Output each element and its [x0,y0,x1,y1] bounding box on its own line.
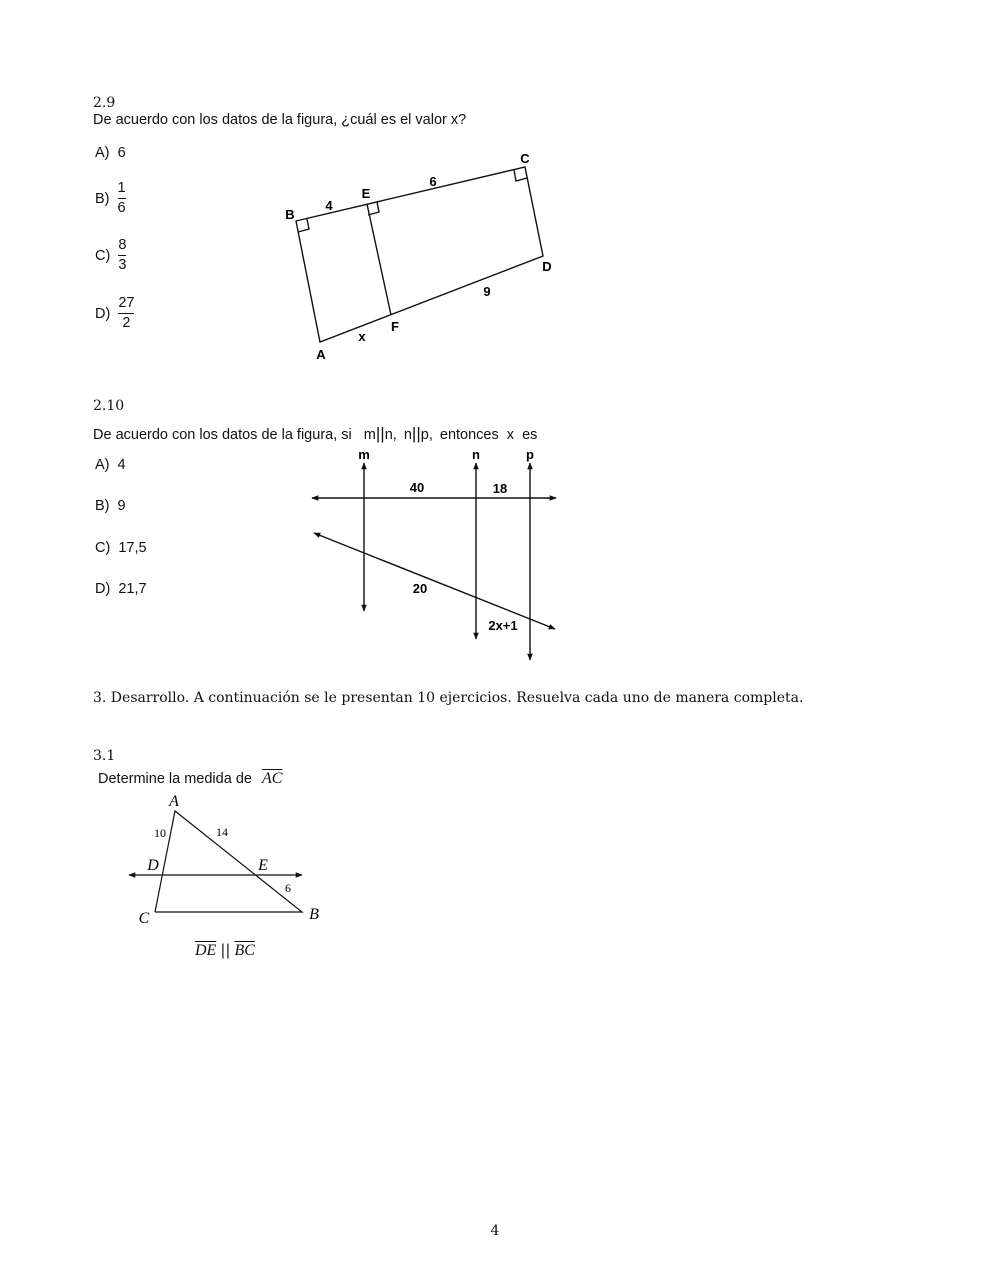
parallel-symbol: || [220,941,231,959]
label-a: A [169,793,179,810]
parallel-symbol: || [375,424,385,443]
triangle-abc [155,811,302,912]
denominator: 6 [117,200,126,216]
option-letter: D) [95,305,111,322]
length-top-np: 18 [492,481,508,496]
segment-bc: $\overline{BC}$ [234,942,255,959]
option-letter: C) [95,247,111,264]
stem-text: Determine la medida de [98,771,252,787]
length-be: 4 [325,198,333,213]
label-c: C [520,151,530,166]
option-d-2-10: D) 21,7 [95,581,147,597]
label-a: A [316,347,326,362]
segment-ac: $\overline{AC}$ [261,770,283,787]
stem-n1: n, [384,427,397,443]
label-n: n [472,447,480,462]
length-fd: 9 [483,284,491,299]
stem-n2: n [403,427,412,443]
question-number-3-1: 3.1 [93,748,116,764]
length-ad: 10 [154,826,166,840]
numerator: 27 [118,295,135,311]
label-b: B [309,906,319,923]
question-number-2-10: 2.10 [93,398,125,414]
stem-prefix: De acuerdo con los datos de la figura, si [93,427,352,443]
stem-m: m [363,427,376,443]
question-number-2-9: 2.9 [93,95,116,111]
label-d: D [542,259,552,274]
length-ae: 14 [216,825,228,839]
label-p: p [526,447,534,462]
option-a-2-10: A) 4 [95,457,126,473]
label-c: C [138,910,150,927]
parallel-symbol: || [411,424,421,443]
length-bot-np: 2x+1 [488,618,518,633]
label-d: D [147,857,159,874]
option-value: 6 [117,145,126,161]
label-e: E [361,186,371,201]
option-letter: B) [95,190,110,207]
stem-suffix: entonces x es [439,427,538,443]
numerator: 8 [118,237,127,253]
label-m: m [358,447,370,462]
denominator: 3 [118,257,127,273]
length-ec: 6 [429,174,437,189]
length-bot-mn: 20 [412,581,428,596]
section-3-heading: 3. Desarrollo. A continuación se le presentan 10 ejercicios. Resuelva cada uno de manera completa. [93,690,804,706]
option-letter: A) [95,145,110,161]
caption-parallel [195,941,255,960]
numerator: 1 [117,180,126,196]
question-stem-2-9: De acuerdo con los datos de la figura, ¿cuál es el valor x? [93,112,467,128]
length-top-mn: 40 [409,480,425,495]
length-eb: 6 [285,881,291,895]
label-e: E [258,857,268,874]
stem-p: p, [420,427,433,443]
option-c-2-10: C) 17,5 [95,540,147,556]
option-b-2-10: B) 9 [95,498,126,514]
segment-de: $\overline{DE}$ [195,942,217,959]
label-f: F [391,319,399,334]
page-number: 4 [490,1223,500,1239]
denominator: 2 [122,315,131,331]
length-af: x [358,329,366,344]
label-b: B [285,207,295,222]
